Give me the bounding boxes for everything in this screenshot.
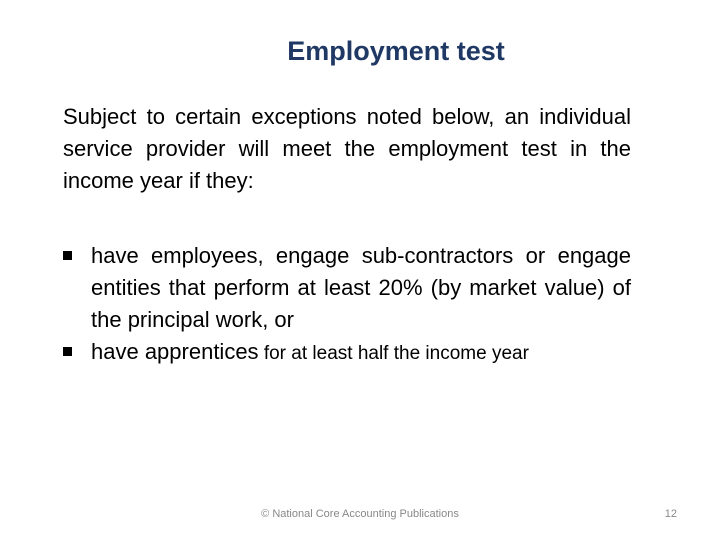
square-bullet-icon [63,251,72,260]
slide-number: 12 [664,508,677,520]
intro-paragraph: Subject to certain exceptions noted below, an individual service provider will meet the employment test in the income year if they: [63,104,631,193]
square-bullet-icon [63,347,72,356]
bullet-list [63,240,631,370]
bullet-item-apprentices [63,336,631,370]
bullet-item-employees [63,240,631,336]
footer-copyright: © National Core Accounting Publications [261,508,459,520]
bullet-text: have employees, engage sub-contractors or engage entities that perform at least 20% (by market value) of the principal work, or [91,243,631,332]
slide-title: Employment test [287,36,505,66]
bullet-rest-text: for at least half the income year [258,343,529,364]
bullet-lead-text: have apprentices [91,339,259,364]
